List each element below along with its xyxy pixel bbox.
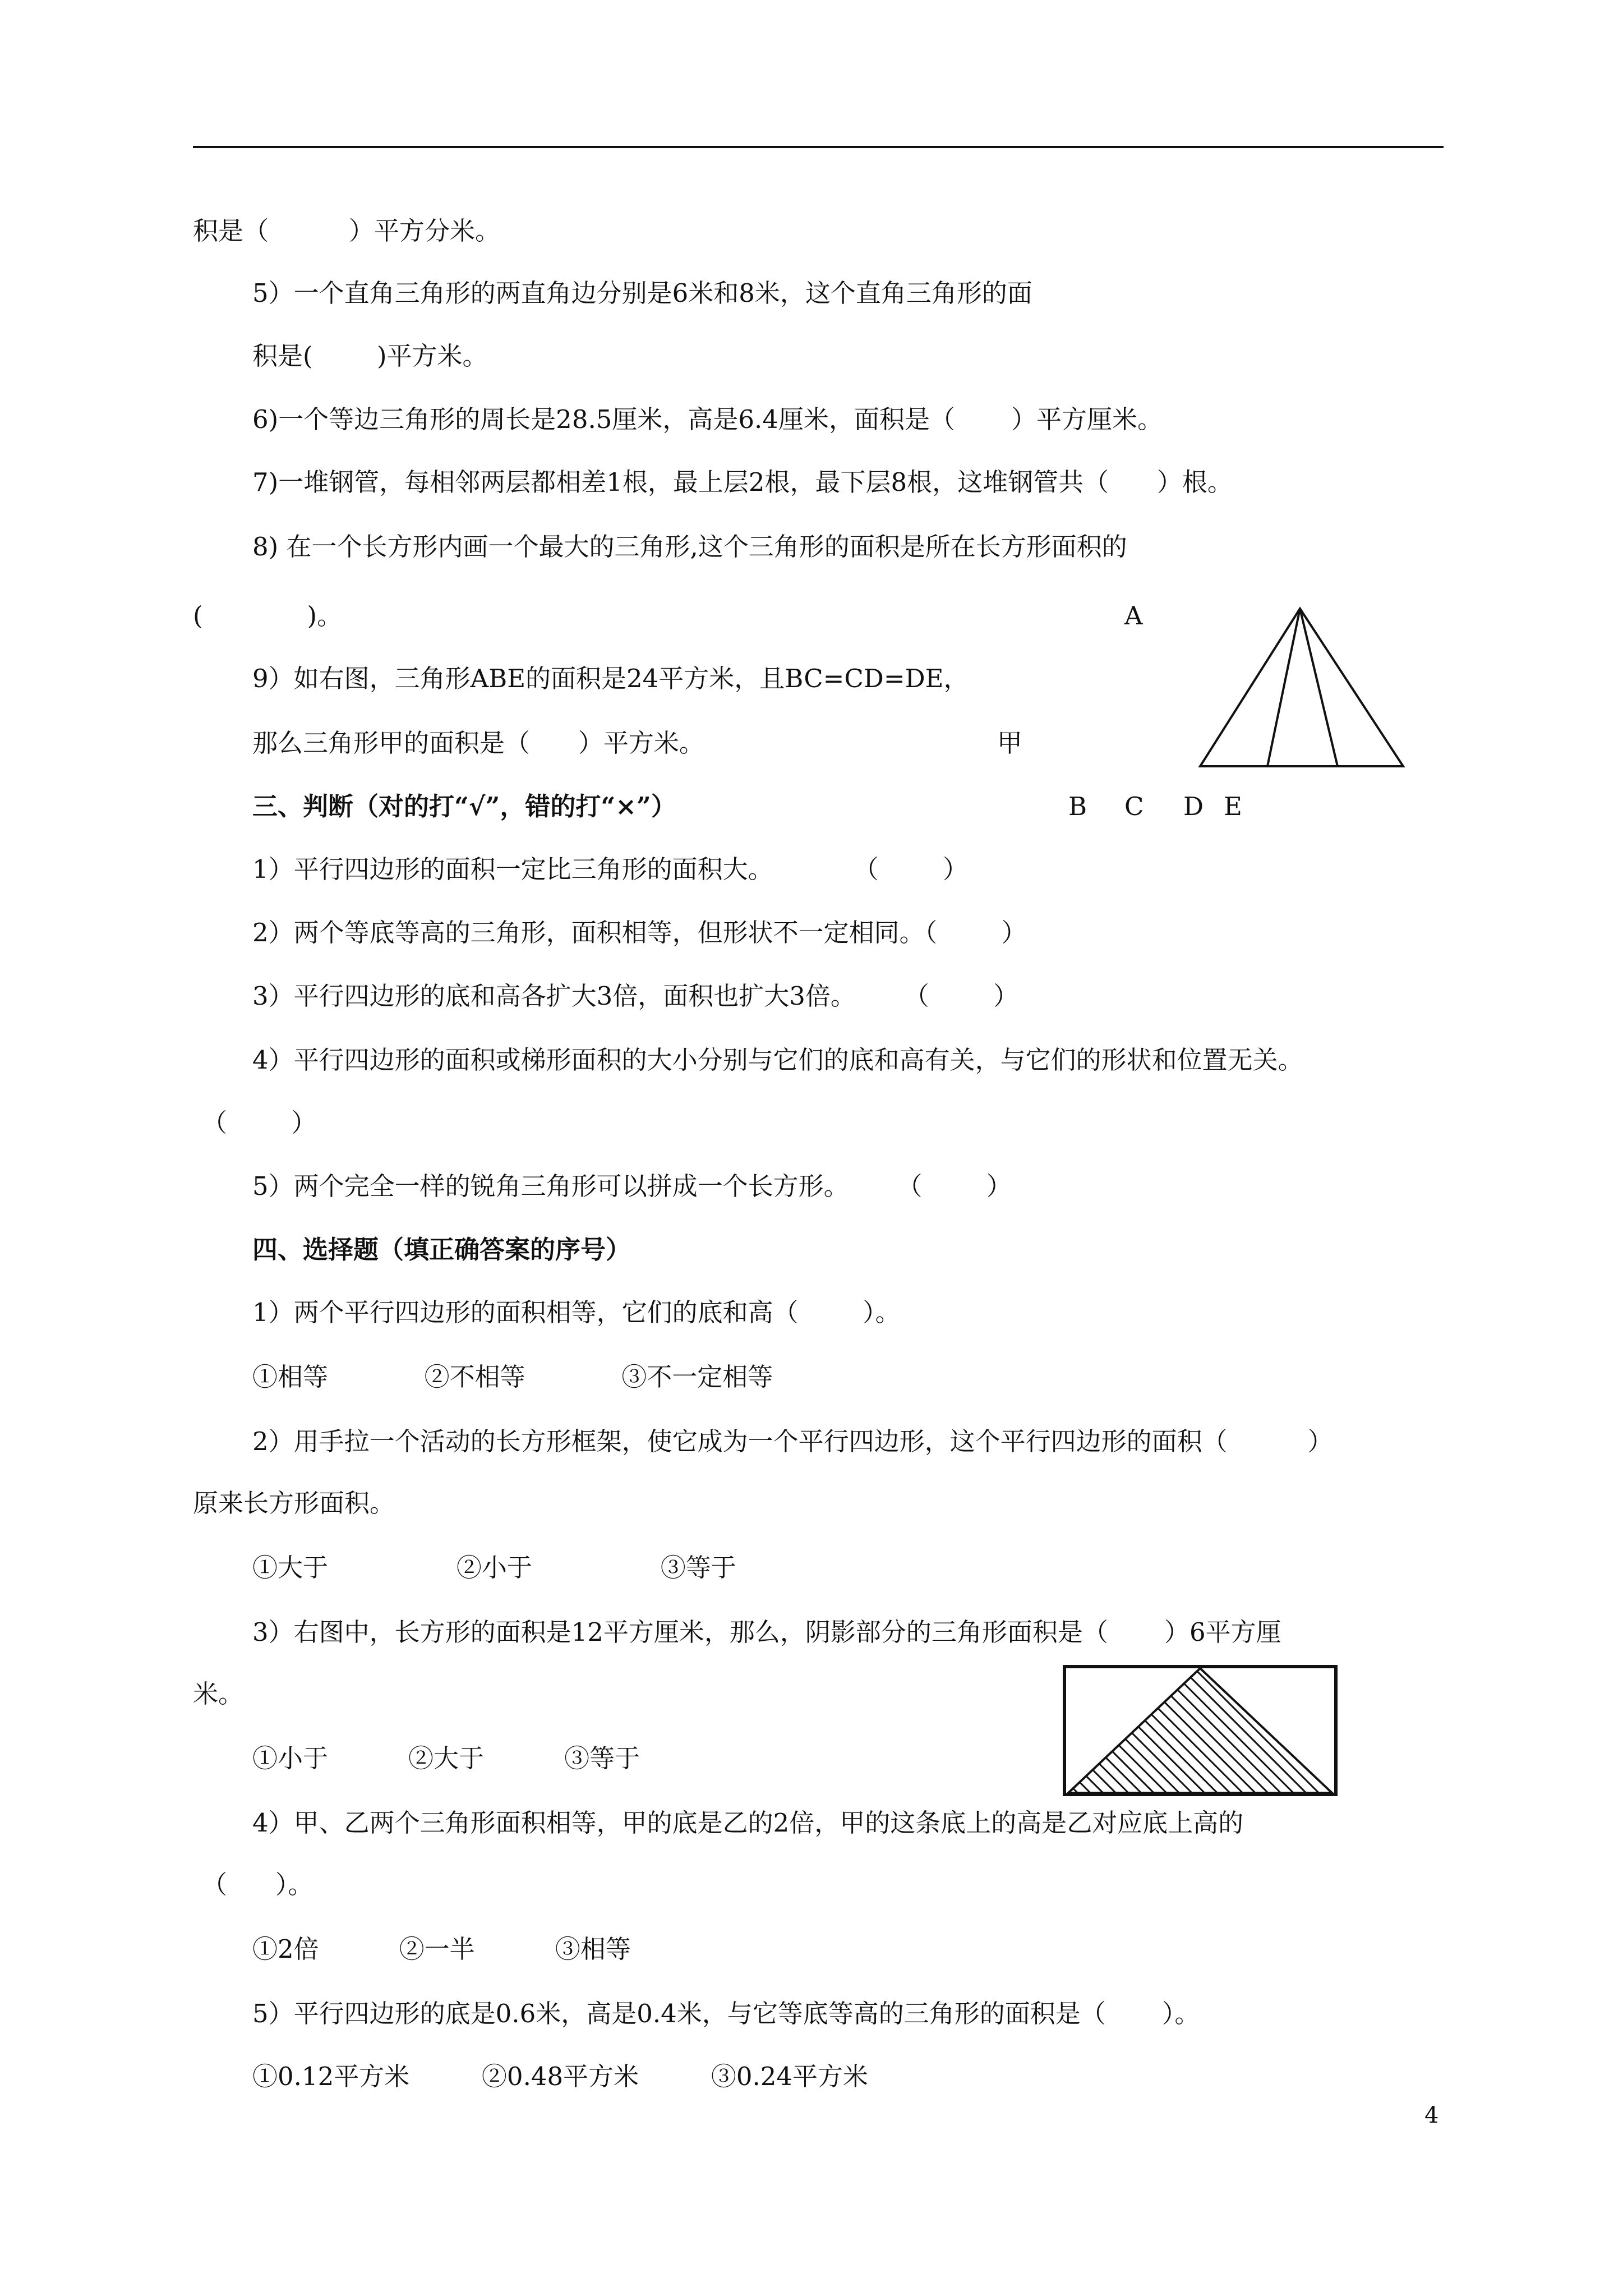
q2-5-line1: 5）一个直角三角形的两直角边分别是6米和8米，这个直角三角形的面 xyxy=(252,278,1032,308)
q4-5: 5）平行四边形的底是0.6米，高是0.4米，与它等底等高的三角形的面积是（ ）。 xyxy=(252,1999,1200,2028)
figure-label-a: A xyxy=(1124,601,1143,631)
q2-9-line1: 9）如右图，三角形ABE的面积是24平方米，且BC=CD=DE， xyxy=(252,664,969,693)
q4-3-line1: 3）右图中，长方形的面积是12平方厘米，那么，阴影部分的三角形面积是（ ）6平方厘 xyxy=(252,1617,1281,1647)
q4-2-line2: 原来长方形面积。 xyxy=(193,1488,395,1518)
section-3-heading: 三、判断（对的打“√”，错的打“×”） xyxy=(252,792,676,821)
q4-3-line2: 米。 xyxy=(193,1679,244,1709)
q4-1: 1）两个平行四边形的面积相等，它们的底和高（ ）。 xyxy=(252,1297,901,1327)
section-4-heading: 四、选择题（填正确答案的序号） xyxy=(252,1235,631,1264)
q4-4-line1: 4）甲、乙两个三角形面积相等，甲的底是乙的2倍，甲的这条底上的高是乙对应底上高的 xyxy=(252,1808,1244,1838)
q3-1: 1）平行四边形的面积一定比三角形的面积大。 （ ） xyxy=(252,854,969,884)
header-rule xyxy=(193,146,1444,148)
q3-3: 3）平行四边形的底和高各扩大3倍，面积也扩大3倍。 （ ） xyxy=(252,981,1019,1011)
q3-2: 2）两个等底等高的三角形，面积相等，但形状不一定相同。（ ） xyxy=(252,918,1027,947)
q4-3-options: ①小于 ②大于 ③等于 xyxy=(252,1743,640,1773)
q2-8-line1: 8) 在一个长方形内画一个最大的三角形,这个三角形的面积是所在长方形面积的 xyxy=(252,532,1127,562)
q4-1-options: ①相等 ②不相等 ③不一定相等 xyxy=(252,1362,773,1392)
shaded-triangle-figure xyxy=(1063,1665,1343,1798)
figure-label-jia: 甲 xyxy=(997,728,1023,758)
q2-6: 6)一个等边三角形的周长是28.5厘米，高是6.4厘米，面积是（ ）平方厘米。 xyxy=(252,404,1163,434)
q4-2-line1: 2）用手拉一个活动的长方形框架，使它成为一个平行四边形，这个平行四边形的面积（ ） xyxy=(252,1427,1333,1456)
q2-4-continuation: 积是（ ）平方分米。 xyxy=(193,216,501,246)
triangle-abe-figure xyxy=(1195,606,1419,774)
q4-5-options: ①0.12平方米 ②0.48平方米 ③0.24平方米 xyxy=(252,2062,869,2091)
q3-4-line1: 4）平行四边形的面积或梯形面积的大小分别与它们的底和高有关，与它们的形状和位置无关。 xyxy=(252,1045,1303,1075)
q3-4-line2: （ ） xyxy=(202,1108,317,1138)
q4-4-line2: （ ）。 xyxy=(202,1870,313,1899)
page-number: 4 xyxy=(1424,2102,1439,2128)
figure-label-c: C xyxy=(1124,792,1144,821)
q4-4-options: ①2倍 ②一半 ③相等 xyxy=(252,1934,631,1964)
q3-5: 5）两个完全一样的锐角三角形可以拼成一个长方形。 （ ） xyxy=(252,1171,1012,1201)
q4-2-options: ①大于 ②小于 ③等于 xyxy=(252,1553,736,1582)
figure-label-d: D xyxy=(1183,792,1204,821)
shaded-triangle xyxy=(1068,1668,1332,1793)
q2-8-line2: ( )。 xyxy=(193,601,343,631)
figure-label-e: E xyxy=(1224,792,1242,821)
q2-5-line2: 积是( )平方米。 xyxy=(252,341,488,371)
segment-ad xyxy=(1300,609,1338,766)
figure-label-b: B xyxy=(1068,792,1087,821)
triangle-abe xyxy=(1200,609,1403,766)
q2-7: 7)一堆钢管，每相邻两层都相差1根，最上层2根，最下层8根，这堆钢管共（ ）根。 xyxy=(252,467,1233,497)
q2-9-line2: 那么三角形甲的面积是（ ）平方米。 xyxy=(252,728,704,758)
